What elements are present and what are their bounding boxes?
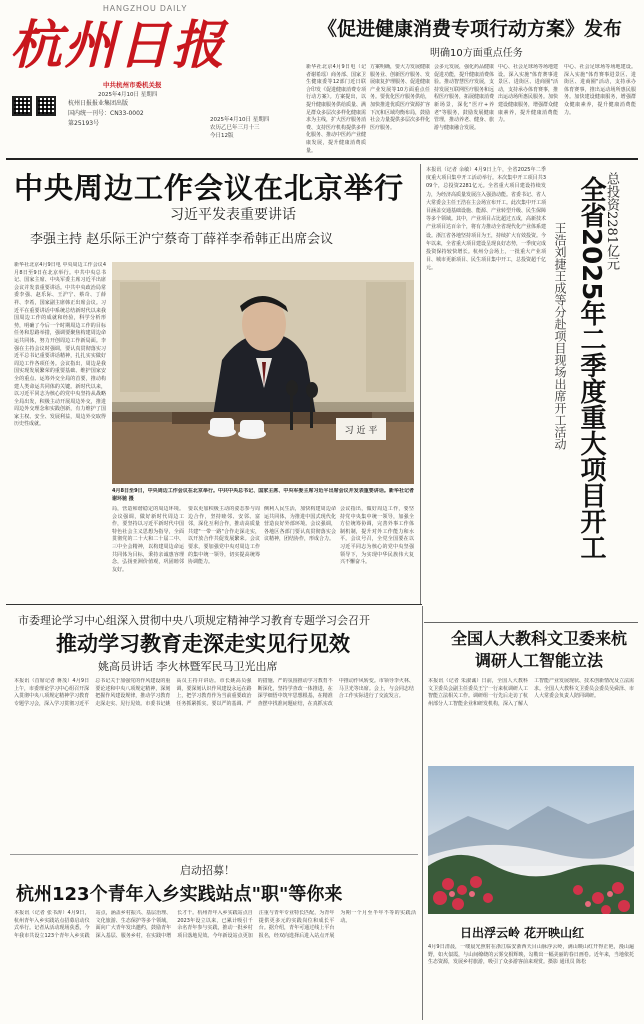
date-line: 2025年4月10日 星期四 (98, 92, 158, 98)
svg-text:习 近 平: 习 近 平 (344, 426, 378, 436)
photo-scene (112, 262, 414, 484)
youth-text: 本报讯（记者 张书涛）4月9日，杭州青年入乡实践站点招募启动仪式举行。记者从活动现场获悉，今年我市共设立123个青年入乡实践站点，涵盖乡村振兴、基层治理、文化旅游、生态保护等多个领域，面向广大青年发出邀约，鼓励青年深入基层、服务乡村，在实践中增长才干。杭州青年入乡实践站点自2023年设立以来，已累计吸引千余名青年参与实践，推动一批乡村项目落地见效。今年新设站点更加注重与青年专业特长匹配，为青年提供更多元的实践岗位和成长平台。据介绍，青年可通过线上平台报名，经双向选择后进入站点开展为期一个月至半年不等的实践活动。 (14, 910, 416, 939)
divider (424, 622, 638, 623)
youth-headline: 杭州123个青年入乡实践站点"职"等你来 (16, 884, 343, 905)
mountain-photo (428, 766, 634, 914)
top-story-col1: 新华社北京4月9日电（记者谢希瑶）商务部、国家卫生健康委等12部门近日联合印发《促进健康消费专项行动方案》。方案提出，以提升健康服务供给质量、满足群众多层次多样化健康需求为主线，扩大医疗服务消费、支持医疗机构提供多样化服务、推动中医药产业健康发展，提升健康消费质量。 (306, 64, 366, 154)
photo-story-headline: 日出浮云岭 花开映山红 (460, 926, 585, 940)
youth-kicker: 启动招募！ (180, 864, 235, 877)
study-text: 本报讯（首席记者 蒋茂）4月9日上午，市委理论学习中心组召开深入贯彻中央八项规定精神学习教育专题学习会，深入学习贯彻习近平总书记关于加强党的作风建设的重要论述和中央八项规定精神，深刻把握作风建设规律，推动学习教育走深走实、见行见效。市委书记姚高员主持并讲话。市长姚高员强调，要深刻认识作风建设永远在路上，把学习教育作为当前重要政治任务抓紧抓实。要以严的基调、严的措施、严的氛围推动学习教育不断深化，坚持学查改一体推进，在深学细悟中筑牢思想根基，在精准查摆中找准问题症结，在真抓实改中推动作风转变。市领导李火林、马卫光等出席。会上，与会同志结合工作实际进行了交流发言。 (14, 678, 414, 707)
right-kicker: 总投资2281亿元 (604, 172, 619, 271)
lead-photo (112, 262, 414, 484)
column-divider (420, 164, 421, 604)
top-story-col3: 会多元发展，强化药品健康促进功能，提升健康消费体验。推动智慧医疗发展，支持发展互联网医疗服务和远程医疗服务，拓展健康消费新场景，深化"医疗+养老"等服务，鼓励发展健康管理，推动养老、健身、旅游与健康融合发展。 (434, 64, 494, 131)
divider (6, 604, 422, 605)
lead-story-sub2: 李强主持 赵乐际王沪宁蔡奇丁薛祥李希韩正出席会议 (30, 232, 334, 247)
qr-code-icon (12, 96, 32, 116)
top-story-col5: 中心、社会足球场等场地建设。深入实施"体育赛事进景区、进街区、进商圈"活动，支持承办体育赛事，推出运动场所惠民服务。加快建设健康服务，增强群众健康素养，提升健康消费能力。 (564, 64, 636, 116)
lead-story-intro: 新华社北京4月9日电 中央周边工作会议4月8日至9日在北京举行。中共中央总书记、国家主席、中央军委主席习近平出席会议并发表重要讲话。中共中央政治局常委李强、赵乐际、王沪宁、蔡奇、丁薛祥、李希，国家副主席韩正出席会议。习近平在重要讲话中系统总结新时代以来我国周边工作的成就和经验，科学分析形势，明确了今后一个时期周边工作的目标任务和思路举措，强调要聚焦构建周边命运共同体，努力开创周边工作新局面。李强在主持会议时强调，要认真贯彻落实习近平总书记重要讲话精神，扎扎实实做好周边工作各项任务。会议指出，周边是我国实现发展繁荣的重要基础、维护国家安全的重点、运筹外交全局的首要，推动构建人类命运共同体的关键。新时代以来，以习近平同志为核心的党中央坚持从战略全局出发，积极主动开展周边外交，推进周边外交理念和实践创新，有力维护了国家主权、安全、发展利益，周边外交取得历史性成就。 (14, 262, 106, 428)
date-text: 2025年4月10日 星期四 (210, 117, 270, 123)
top-story-col4: 中心、社会足球场等场地建设。深入实施"体育赛事进景区、进街区、进商圈"活动，支持承办体育赛事，推出运动场所惠民服务。加快建设健康服务，增强群众健康素养，提升健康消费能力。 (498, 64, 558, 124)
study-sub: 姚高员讲话 李火林暨军民马卫光出席 (98, 660, 278, 673)
hangzhou-daily-en: HANGZHOU DAILY (103, 4, 188, 13)
top-story-subhead: 明确10方面重点任务 (430, 48, 523, 59)
lead-story-col2: 局，营造和谐稳定的周边环境。会议强调，做好新时代周边工作，要坚持以习近平新时代中国特色社会主义思想为指导，全面贯彻党的二十大和二十届二中、三中全会精神，以构建周边命运共同体为目标，秉持亲诚惠容理念，弘扬亚洲价值观，巩固睦邻友好。 (112, 506, 184, 573)
cn-number: 国内统一刊号：CN33-0002 (68, 110, 144, 117)
column-divider (422, 606, 423, 1020)
lead-story-col3: 要以更加积极主动的姿态参与周边合作，坚持睦邻、安邻、富邻，深化互利合作，推动高质量共建"一带一路"合作走深走实，以开放合作共促发展繁荣。会议要求，要加强党中央对周边工作的集中统一领导，切实提高统筹协调能力。 (188, 506, 260, 566)
photo-story-text: 4月9日清晨，一缕晨光照射在浙江临安浙西天目山脉浮云岭，满山映山红开得正艳，漫山遍野，如火似霞，与山间缭绕的云雾交相辉映，勾勒出一幅美丽的春日画卷。近年来，当地依托生态资源，发展乡村旅游，吸引了众多游客前来观赏。摄影 通讯员 陈松 (428, 944, 634, 966)
page-count: 今日12版 (210, 133, 234, 139)
study-headline: 推动学习教育走深走实见行见效 (56, 632, 350, 656)
publisher-note: 杭州日报报业集团出版 (68, 100, 129, 107)
mountain-scene (428, 766, 634, 914)
lead-story-sub1: 习近平发表重要讲话 (170, 207, 296, 223)
lunar-text: 农历乙巳年三月十三 (210, 125, 260, 131)
party-paper-label: 中共杭州市委机关报 (103, 81, 162, 89)
lead-story-col4: 侧利人民生活，加快构建周边命运共同体，为推进中国式现代化营造良好外部环境。会议强调，各地区各部门要认真贯彻落实会议精神，团结协作，形成合力。 (264, 506, 336, 543)
top-story-col2: 方案明确，要大力发展健康服务业、创新医疗服务、发展康复护理服务、促进健康产业发展等10方面重点任务。要优化医疗服务供给，加快推进优质医疗资源扩容下沉和区域均衡布局，鼓励社会力量提供多层次多样化医疗服务。 (370, 64, 430, 131)
date-stack (210, 116, 310, 140)
edu-headline: 全国人大教科文卫委来杭调研人工智能立法 (450, 629, 627, 670)
divider (6, 158, 638, 160)
newspaper-logo: 杭州日报 (10, 15, 227, 76)
lead-photo-caption: 4月8日至9日，中央周边工作会议在北京举行。中共中央总书记、国家主席、中央军委主席习近平出席会议并发表重要讲话。新华社记者 谢环驰 摄 (112, 488, 414, 502)
right-text: 本报讯（记者 余敏）4月9日上午，全省2025年二季度重大项目集中开工活动举行。本次集中开工项目共309个，总投资2281亿元。全省重大项目建设持续发力，为经济高质量发展注入强劲动能。省委书记、省人大常委会主任王浩在主会场宣布开工。此次集中开工项目涵盖交通基础设施、能源、产业转型升级、民生保障等多个领域。其中，产业项目占比超过五成，高新技术产业项目达百余个，将有力推动全省现代化产业体系建设。浙江省各地坚持项目为王，持续扩大有效投资。今年以来，全省重大项目建设呈现良好态势，一季度完成投资保持较快增长。杭州分会场上，一批重大产业项目、城市更新项目、民生项目集中开工，总投资超千亿元。 (426, 167, 546, 272)
lead-story-col5: 会议指出，做好周边工作，要坚持党中央集中统一领导，加强全方位统筹协调，完善外事工作体制机制，提升对外工作能力和水平。会议号召，全党全国要在以习近平同志为核心的党中央坚强领导下，为实现中华民族伟大复兴不懈奋斗。 (340, 506, 414, 566)
lead-story-headline: 中央周边工作会议在北京举行 (14, 171, 405, 205)
issue-number: 第25193号 (68, 120, 100, 127)
study-kicker: 市委理论学习中心组深入贯彻中央八项规定精神学习教育专题学习会召开 (18, 614, 370, 627)
top-story-headline: 《促进健康消费专项行动方案》发布 (318, 18, 623, 40)
right-sub: 王浩刘捷王成等分赴项目现场出席开工活动 (553, 222, 567, 450)
edu-text: 本报讯（记者 朱淑诚）日前，全国人大教科文卫委员会副主任委员王宁一行来杭调研人工智能立法相关工作。调研组一行先后走访了杭州部分人工智能企业和研发机构，深入了解人工智能产业发展现状、技术创新情况及立法需求。全国人大教科文卫委员会委员吴舜泽、市人大常委会负责人陪同调研。 (428, 678, 634, 707)
right-headline: 全省2025年二季度重大项目开工 (576, 176, 606, 561)
qr-code-icon (36, 96, 56, 116)
divider (10, 854, 418, 855)
